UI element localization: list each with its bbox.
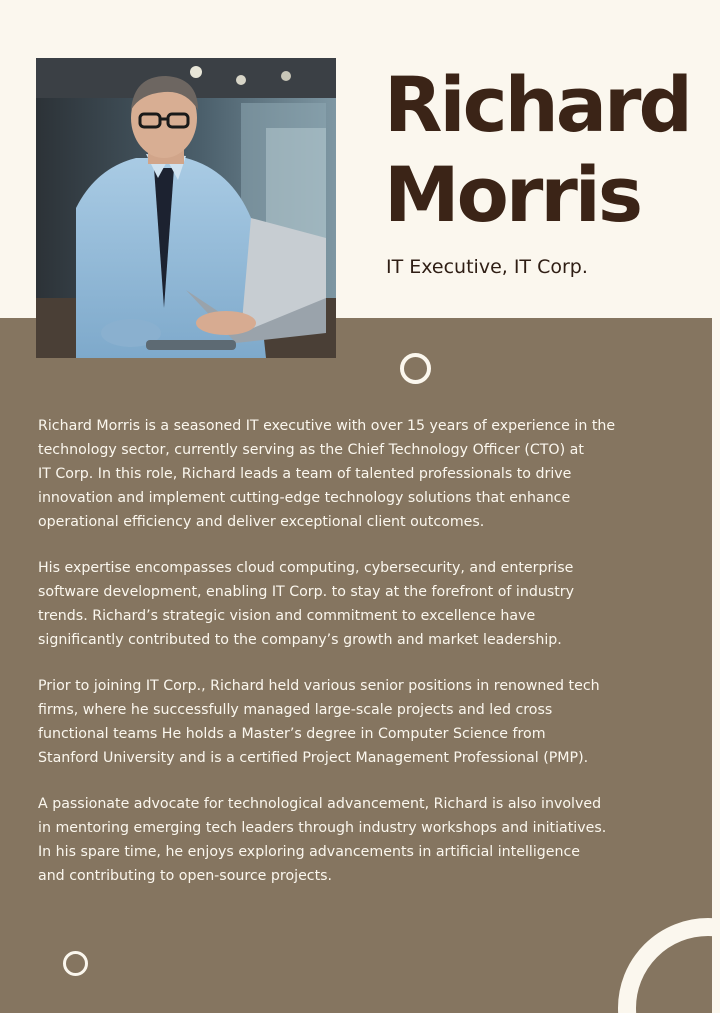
- bio-line: Prior to joining IT Corp., Richard held various senior positions in renowned tech: [38, 678, 600, 694]
- bio-line: Stanford University and is a certified Project Management Professional (PMP).: [38, 750, 589, 766]
- person-name: [384, 60, 704, 240]
- bio-line: Richard Morris is a seasoned IT executive with over 15 years of experience in the: [38, 418, 616, 434]
- portrait-photo: [36, 58, 336, 358]
- bio-line: technology sector, currently serving as the Chief Technology Officer (CTO) at: [38, 442, 584, 458]
- first-name: Richard: [384, 60, 690, 149]
- bio-line: A passionate advocate for technological advancement, Richard is also involved: [38, 796, 602, 812]
- bio-line: trends. Richard’s strategic vision and commitment to excellence have: [38, 608, 536, 624]
- bio-line: in mentoring emerging tech leaders through industry workshops and initiatives.: [38, 820, 607, 836]
- bio-line: software development, enabling IT Corp. to stay at the forefront of industry: [38, 584, 575, 600]
- bio-paragraph-2: [38, 556, 690, 652]
- job-title: IT Executive, IT Corp.: [386, 256, 588, 278]
- last-name: Morris: [384, 150, 641, 239]
- bio-text: [38, 414, 690, 910]
- bio-line: and contributing to open-source projects.: [38, 868, 333, 884]
- bio-line: firms, where he successfully managed large-scale projects and led cross: [38, 702, 553, 718]
- bio-paragraph-1: [38, 414, 690, 534]
- decorative-ring-icon: [400, 353, 431, 384]
- bio-line: functional teams He holds a Master’s degree in Computer Science from: [38, 726, 546, 742]
- bio-paragraph-3: [38, 674, 690, 770]
- bio-line: His expertise encompasses cloud computing, cybersecurity, and enterprise: [38, 560, 574, 576]
- portrait-illustration: [36, 58, 336, 358]
- decorative-ring-icon: [63, 951, 88, 976]
- bio-line: In his spare time, he enjoys exploring advancements in artificial intelligence: [38, 844, 581, 860]
- bio-line: IT Corp. In this role, Richard leads a team of talented professionals to drive: [38, 466, 572, 482]
- page-right-edge: [712, 318, 720, 1013]
- bio-paragraph-4: [38, 792, 690, 888]
- bio-line: operational efficiency and deliver exceptional client outcomes.: [38, 514, 485, 530]
- bio-line: innovation and implement cutting-edge technology solutions that enhance: [38, 490, 571, 506]
- bio-line: significantly contributed to the company’s growth and market leadership.: [38, 632, 562, 648]
